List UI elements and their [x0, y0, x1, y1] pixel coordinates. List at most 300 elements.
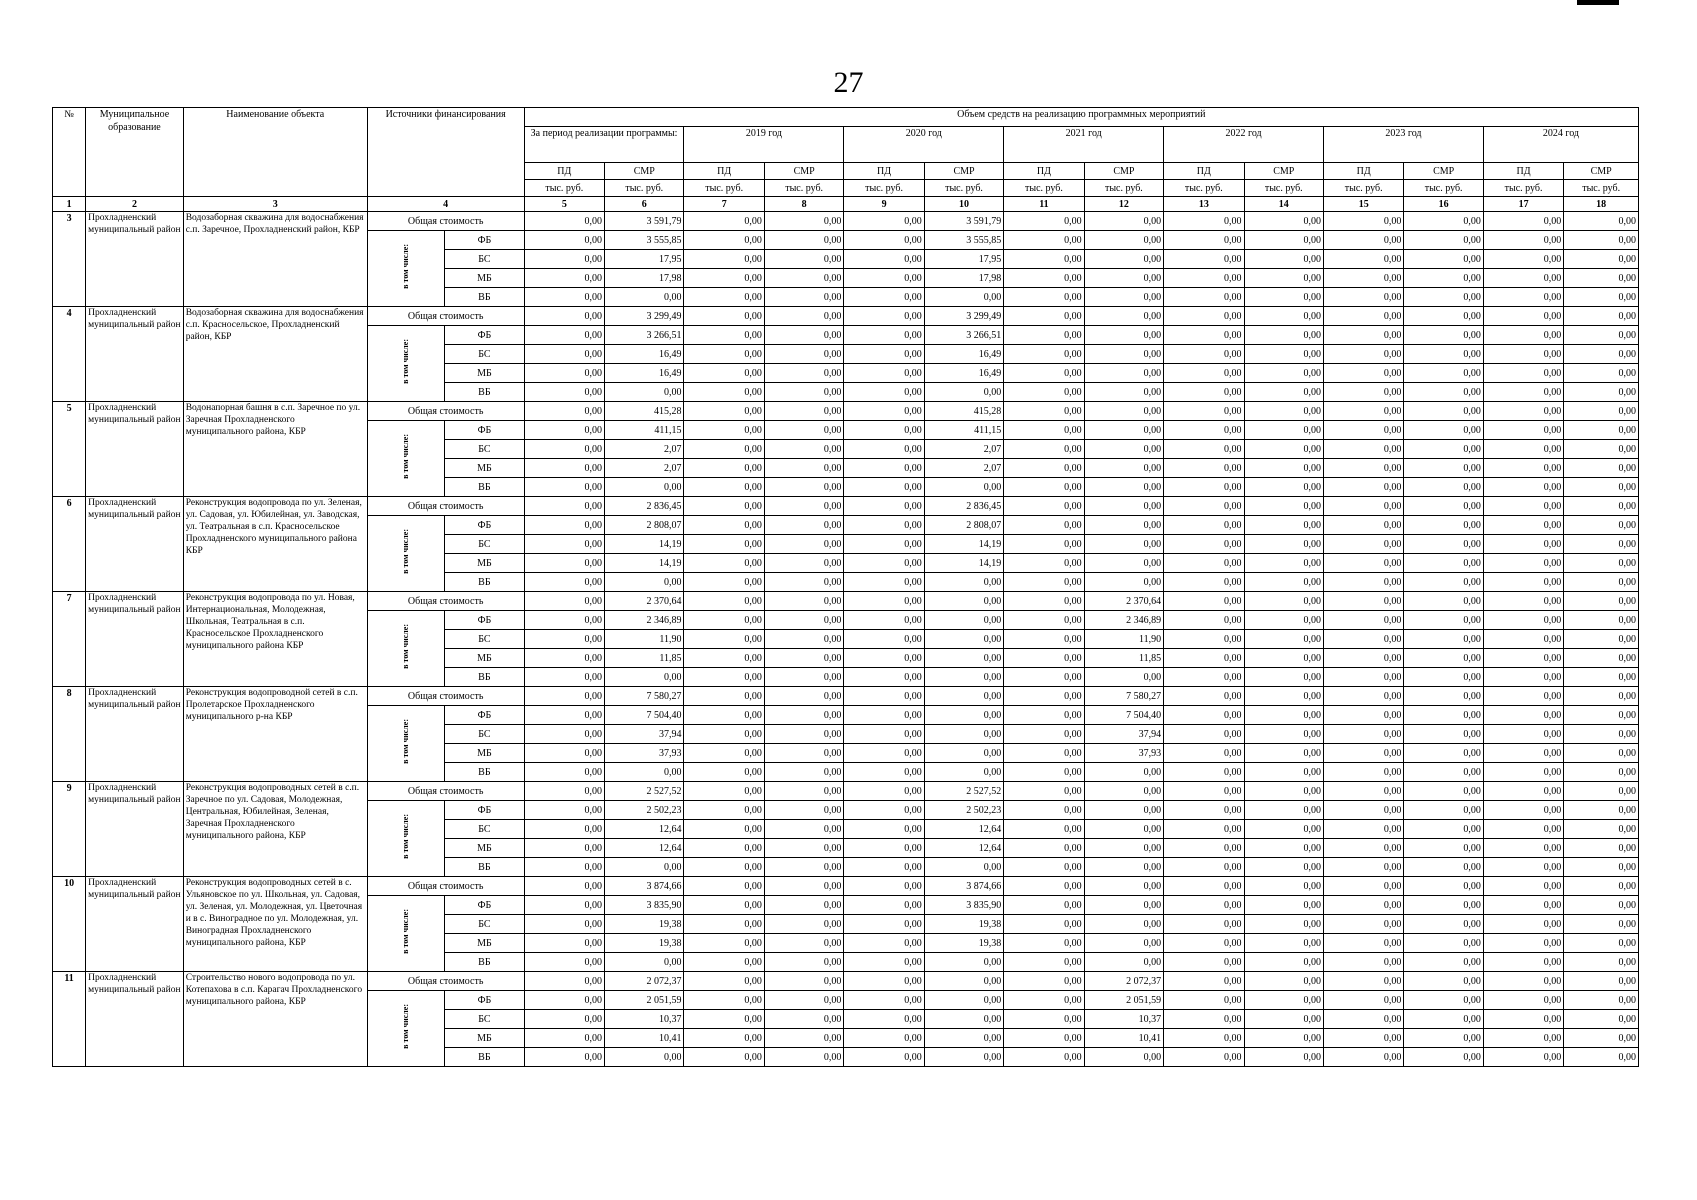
value-cell: 0,00: [1164, 725, 1244, 744]
value-cell: 0,00: [1404, 231, 1483, 250]
value-cell: 0,00: [1323, 288, 1403, 307]
value-cell: 0,00: [524, 649, 604, 668]
value-cell: 0,00: [1483, 497, 1563, 516]
value-cell: 0,00: [844, 972, 924, 991]
source-label: ФБ: [445, 801, 524, 820]
value-cell: 0,00: [684, 554, 764, 573]
value-cell: 0,00: [1004, 326, 1084, 345]
value-cell: 0,00: [684, 896, 764, 915]
value-cell: 0,00: [1004, 440, 1084, 459]
value-cell: 0,00: [1004, 535, 1084, 554]
value-cell: 0,00: [1483, 307, 1563, 326]
value-cell: 0,00: [1483, 991, 1563, 1010]
value-cell: 0,00: [684, 725, 764, 744]
value-cell: 0,00: [1164, 782, 1244, 801]
value-cell: 0,00: [924, 630, 1003, 649]
value-cell: 2,07: [605, 459, 684, 478]
value-cell: 0,00: [524, 934, 604, 953]
value-cell: 0,00: [1164, 801, 1244, 820]
value-cell: 14,19: [924, 535, 1003, 554]
header-pd: ПД: [1164, 163, 1244, 180]
value-cell: 0,00: [844, 801, 924, 820]
value-cell: 0,00: [764, 326, 843, 345]
value-cell: 0,00: [524, 345, 604, 364]
value-cell: 0,00: [924, 592, 1003, 611]
value-cell: 0,00: [1404, 383, 1483, 402]
value-cell: 0,00: [1164, 516, 1244, 535]
value-cell: 0,00: [605, 383, 684, 402]
value-cell: 0,00: [1164, 820, 1244, 839]
value-cell: 0,00: [684, 364, 764, 383]
value-cell: 0,00: [1164, 573, 1244, 592]
value-cell: 0,00: [1084, 535, 1163, 554]
value-cell: 0,00: [1483, 364, 1563, 383]
value-cell: 14,19: [605, 554, 684, 573]
value-cell: 0,00: [844, 953, 924, 972]
value-cell: 0,00: [684, 611, 764, 630]
value-cell: 0,00: [1164, 326, 1244, 345]
value-cell: 0,00: [1483, 687, 1563, 706]
header-unit: тыс. руб.: [1404, 180, 1483, 197]
value-cell: 0,00: [924, 725, 1003, 744]
value-cell: 0,00: [1084, 459, 1163, 478]
value-cell: 0,00: [1564, 687, 1639, 706]
value-cell: 0,00: [605, 953, 684, 972]
value-cell: 0,00: [684, 573, 764, 592]
value-cell: 0,00: [1004, 820, 1084, 839]
object-name-cell: Водонапорная башня в с.п. Заречное по ул. Заречная Прохладненского муниципального района, КБР: [183, 402, 367, 497]
value-cell: 0,00: [1084, 402, 1163, 421]
value-cell: 0,00: [764, 497, 843, 516]
value-cell: 0,00: [844, 326, 924, 345]
value-cell: 0,00: [1323, 250, 1403, 269]
value-cell: 0,00: [1004, 383, 1084, 402]
value-cell: 0,00: [1483, 1048, 1563, 1067]
value-cell: 0,00: [1164, 1010, 1244, 1029]
value-cell: 0,00: [524, 288, 604, 307]
value-cell: 0,00: [844, 725, 924, 744]
value-cell: 0,00: [1244, 535, 1323, 554]
header-period-4: 2022 год: [1164, 127, 1324, 163]
value-cell: 0,00: [1564, 535, 1639, 554]
value-cell: 3 299,49: [924, 307, 1003, 326]
municipality-cell: Прохладненский муниципальный район: [86, 402, 184, 497]
including-label: в том числе:: [401, 244, 411, 289]
value-cell: 0,00: [1004, 744, 1084, 763]
value-cell: 7 580,27: [1084, 687, 1163, 706]
value-cell: 0,00: [1404, 1048, 1483, 1067]
value-cell: 0,00: [524, 687, 604, 706]
header-unit: тыс. руб.: [1004, 180, 1084, 197]
value-cell: 0,00: [844, 402, 924, 421]
value-cell: 0,00: [844, 1010, 924, 1029]
value-cell: 0,00: [1164, 231, 1244, 250]
scan-mark: [1577, 0, 1619, 5]
value-cell: 0,00: [684, 782, 764, 801]
column-number: 12: [1084, 197, 1163, 212]
value-cell: 0,00: [1084, 896, 1163, 915]
value-cell: 0,00: [1323, 630, 1403, 649]
value-cell: 0,00: [1244, 934, 1323, 953]
value-cell: 0,00: [1084, 554, 1163, 573]
value-cell: 14,19: [924, 554, 1003, 573]
value-cell: 0,00: [1004, 725, 1084, 744]
value-cell: 0,00: [1244, 459, 1323, 478]
value-cell: 0,00: [1164, 1048, 1244, 1067]
value-cell: 0,00: [1244, 687, 1323, 706]
value-cell: 0,00: [1483, 934, 1563, 953]
value-cell: 0,00: [1323, 307, 1403, 326]
value-cell: 0,00: [844, 649, 924, 668]
value-cell: 0,00: [844, 668, 924, 687]
value-cell: 0,00: [684, 478, 764, 497]
source-label: ВБ: [445, 288, 524, 307]
value-cell: 3 266,51: [924, 326, 1003, 345]
value-cell: 0,00: [844, 383, 924, 402]
value-cell: 0,00: [1004, 421, 1084, 440]
value-cell: 0,00: [684, 326, 764, 345]
value-cell: 0,00: [1404, 307, 1483, 326]
value-cell: 0,00: [1483, 212, 1563, 231]
source-label: ВБ: [445, 763, 524, 782]
value-cell: 0,00: [524, 668, 604, 687]
value-cell: 12,64: [924, 820, 1003, 839]
value-cell: 0,00: [1564, 877, 1639, 896]
table-row: [53, 402, 1639, 421]
value-cell: 0,00: [1483, 573, 1563, 592]
value-cell: 0,00: [1084, 307, 1163, 326]
value-cell: 0,00: [684, 630, 764, 649]
object-name-cell: Реконструкция водопровода по ул. Зеленая, ул. Садовая, ул. Юбилейная, ул. Заводская, ул. Театральная в с.п. Красносельское Прохладненского муниципального района КБР: [183, 497, 367, 592]
value-cell: 0,00: [1244, 440, 1323, 459]
value-cell: 0,00: [524, 877, 604, 896]
value-cell: 0,00: [1323, 1048, 1403, 1067]
header-unit: тыс. руб.: [924, 180, 1003, 197]
value-cell: 0,00: [1084, 877, 1163, 896]
value-cell: 0,00: [764, 345, 843, 364]
value-cell: 0,00: [1483, 383, 1563, 402]
value-cell: 0,00: [684, 953, 764, 972]
value-cell: 415,28: [605, 402, 684, 421]
value-cell: 0,00: [1564, 345, 1639, 364]
header-volume: Объем средств на реализацию программных мероприятий: [524, 108, 1638, 127]
including-label-cell: [367, 231, 444, 307]
source-label: ФБ: [445, 326, 524, 345]
header-period-0: За период реализации программы:: [524, 127, 684, 163]
value-cell: 0,00: [524, 478, 604, 497]
total-cost-label: Общая стоимость: [367, 592, 524, 611]
value-cell: 0,00: [524, 573, 604, 592]
value-cell: 0,00: [1323, 782, 1403, 801]
value-cell: 0,00: [1404, 763, 1483, 782]
value-cell: 0,00: [524, 231, 604, 250]
source-label: БС: [445, 630, 524, 649]
value-cell: 0,00: [764, 1010, 843, 1029]
row-number: 8: [53, 687, 86, 782]
value-cell: 11,90: [1084, 630, 1163, 649]
municipality-cell: Прохладненский муниципальный район: [86, 307, 184, 402]
header-smr: СМР: [605, 163, 684, 180]
value-cell: 0,00: [1164, 345, 1244, 364]
value-cell: 415,28: [924, 402, 1003, 421]
value-cell: 0,00: [924, 668, 1003, 687]
source-label: МБ: [445, 934, 524, 953]
header-smr: СМР: [1564, 163, 1639, 180]
value-cell: 0,00: [1244, 383, 1323, 402]
value-cell: 0,00: [764, 934, 843, 953]
value-cell: 0,00: [524, 535, 604, 554]
value-cell: 0,00: [1084, 782, 1163, 801]
including-label: в том числе:: [401, 909, 411, 954]
value-cell: 0,00: [1404, 421, 1483, 440]
value-cell: 7 580,27: [605, 687, 684, 706]
value-cell: 0,00: [1323, 972, 1403, 991]
value-cell: 0,00: [1164, 364, 1244, 383]
value-cell: 0,00: [1004, 459, 1084, 478]
column-number: 4: [367, 197, 524, 212]
value-cell: 0,00: [1483, 402, 1563, 421]
header-no: №: [53, 108, 86, 197]
value-cell: 0,00: [1004, 877, 1084, 896]
value-cell: 0,00: [1404, 592, 1483, 611]
value-cell: 0,00: [1004, 858, 1084, 877]
value-cell: 0,00: [1323, 687, 1403, 706]
source-label: ФБ: [445, 231, 524, 250]
value-cell: 0,00: [605, 763, 684, 782]
value-cell: 0,00: [764, 668, 843, 687]
value-cell: 0,00: [1483, 478, 1563, 497]
value-cell: 0,00: [1483, 972, 1563, 991]
value-cell: 0,00: [1164, 554, 1244, 573]
value-cell: 0,00: [764, 554, 843, 573]
value-cell: 0,00: [1244, 212, 1323, 231]
table-row: [53, 592, 1639, 611]
value-cell: 0,00: [844, 858, 924, 877]
value-cell: 0,00: [764, 763, 843, 782]
value-cell: 0,00: [1404, 820, 1483, 839]
value-cell: 0,00: [1404, 725, 1483, 744]
value-cell: 0,00: [1164, 212, 1244, 231]
value-cell: 0,00: [1483, 858, 1563, 877]
value-cell: 0,00: [524, 326, 604, 345]
value-cell: 0,00: [684, 839, 764, 858]
value-cell: 0,00: [1084, 915, 1163, 934]
value-cell: 0,00: [924, 706, 1003, 725]
value-cell: 0,00: [1564, 630, 1639, 649]
value-cell: 0,00: [1164, 649, 1244, 668]
municipality-cell: Прохладненский муниципальный район: [86, 592, 184, 687]
value-cell: 0,00: [764, 858, 843, 877]
header-unit: тыс. руб.: [1164, 180, 1244, 197]
value-cell: 0,00: [1483, 706, 1563, 725]
header-smr: СМР: [1404, 163, 1483, 180]
value-cell: 0,00: [1323, 269, 1403, 288]
value-cell: 0,00: [844, 744, 924, 763]
value-cell: 0,00: [1404, 611, 1483, 630]
table-row: [53, 687, 1639, 706]
value-cell: 0,00: [1404, 345, 1483, 364]
value-cell: 0,00: [1004, 801, 1084, 820]
value-cell: 2 836,45: [605, 497, 684, 516]
value-cell: 2 836,45: [924, 497, 1003, 516]
value-cell: 0,00: [524, 592, 604, 611]
value-cell: 0,00: [605, 858, 684, 877]
total-cost-label: Общая стоимость: [367, 497, 524, 516]
value-cell: 0,00: [1323, 497, 1403, 516]
value-cell: 411,15: [605, 421, 684, 440]
value-cell: 0,00: [844, 934, 924, 953]
value-cell: 0,00: [1483, 288, 1563, 307]
header-smr: СМР: [1244, 163, 1323, 180]
value-cell: 0,00: [1244, 725, 1323, 744]
value-cell: 0,00: [684, 744, 764, 763]
value-cell: 0,00: [1084, 820, 1163, 839]
including-label-cell: [367, 421, 444, 497]
value-cell: 0,00: [684, 402, 764, 421]
source-label: ФБ: [445, 421, 524, 440]
value-cell: 0,00: [1084, 269, 1163, 288]
value-cell: 3 591,79: [924, 212, 1003, 231]
total-cost-label: Общая стоимость: [367, 782, 524, 801]
source-label: МБ: [445, 459, 524, 478]
value-cell: 0,00: [1084, 858, 1163, 877]
value-cell: 0,00: [1244, 801, 1323, 820]
value-cell: 0,00: [684, 497, 764, 516]
value-cell: 0,00: [764, 991, 843, 1010]
value-cell: 0,00: [844, 630, 924, 649]
value-cell: 0,00: [1244, 915, 1323, 934]
municipality-cell: Прохладненский муниципальный район: [86, 497, 184, 592]
value-cell: 0,00: [684, 231, 764, 250]
value-cell: 0,00: [684, 421, 764, 440]
value-cell: 0,00: [1564, 250, 1639, 269]
value-cell: 0,00: [1004, 212, 1084, 231]
value-cell: 0,00: [1564, 858, 1639, 877]
value-cell: 0,00: [1244, 402, 1323, 421]
value-cell: 0,00: [764, 383, 843, 402]
source-label: МБ: [445, 839, 524, 858]
value-cell: 0,00: [1004, 763, 1084, 782]
value-cell: 0,00: [1323, 725, 1403, 744]
including-label: в том числе:: [401, 529, 411, 574]
source-label: БС: [445, 535, 524, 554]
value-cell: 0,00: [764, 630, 843, 649]
source-label: ФБ: [445, 706, 524, 725]
value-cell: 0,00: [1164, 1029, 1244, 1048]
value-cell: 0,00: [844, 915, 924, 934]
value-cell: 16,49: [605, 345, 684, 364]
value-cell: 0,00: [1323, 877, 1403, 896]
value-cell: 0,00: [1404, 573, 1483, 592]
value-cell: 11,85: [605, 649, 684, 668]
value-cell: 0,00: [1404, 326, 1483, 345]
value-cell: 0,00: [1483, 915, 1563, 934]
column-number: 18: [1564, 197, 1639, 212]
value-cell: 0,00: [1084, 801, 1163, 820]
value-cell: 0,00: [1004, 972, 1084, 991]
value-cell: 0,00: [1004, 288, 1084, 307]
value-cell: 0,00: [764, 1048, 843, 1067]
value-cell: 0,00: [605, 1048, 684, 1067]
value-cell: 0,00: [684, 345, 764, 364]
value-cell: 0,00: [844, 592, 924, 611]
total-cost-label: Общая стоимость: [367, 212, 524, 231]
value-cell: 0,00: [1564, 440, 1639, 459]
value-cell: 17,95: [605, 250, 684, 269]
including-label: в том числе:: [401, 624, 411, 669]
value-cell: 0,00: [764, 535, 843, 554]
value-cell: 2 370,64: [1084, 592, 1163, 611]
value-cell: 0,00: [1164, 535, 1244, 554]
header-unit: тыс. руб.: [1084, 180, 1163, 197]
value-cell: 0,00: [1404, 478, 1483, 497]
value-cell: 0,00: [1164, 459, 1244, 478]
value-cell: 0,00: [1244, 611, 1323, 630]
value-cell: 0,00: [524, 839, 604, 858]
value-cell: 0,00: [1323, 801, 1403, 820]
value-cell: 0,00: [605, 668, 684, 687]
value-cell: 0,00: [1244, 1010, 1323, 1029]
value-cell: 0,00: [684, 820, 764, 839]
including-label-cell: [367, 896, 444, 972]
value-cell: 0,00: [1323, 478, 1403, 497]
value-cell: 0,00: [1564, 516, 1639, 535]
row-number: 5: [53, 402, 86, 497]
value-cell: 0,00: [1564, 649, 1639, 668]
value-cell: 0,00: [844, 307, 924, 326]
value-cell: 0,00: [1483, 668, 1563, 687]
value-cell: 3 591,79: [605, 212, 684, 231]
value-cell: 0,00: [844, 782, 924, 801]
total-cost-label: Общая стоимость: [367, 307, 524, 326]
header-unit: тыс. руб.: [1483, 180, 1563, 197]
including-label-cell: [367, 326, 444, 402]
value-cell: 0,00: [524, 307, 604, 326]
value-cell: 0,00: [844, 1029, 924, 1048]
value-cell: 0,00: [1404, 459, 1483, 478]
value-cell: 0,00: [524, 250, 604, 269]
value-cell: 0,00: [844, 839, 924, 858]
value-cell: 0,00: [524, 364, 604, 383]
row-number: 6: [53, 497, 86, 592]
table-row: [53, 877, 1639, 896]
table-row: [53, 782, 1639, 801]
value-cell: 0,00: [1084, 934, 1163, 953]
column-number: 3: [183, 197, 367, 212]
value-cell: 0,00: [524, 516, 604, 535]
value-cell: 0,00: [1244, 421, 1323, 440]
header-smr: СМР: [1084, 163, 1163, 180]
source-label: ВБ: [445, 383, 524, 402]
value-cell: 0,00: [764, 573, 843, 592]
value-cell: 0,00: [1244, 953, 1323, 972]
value-cell: 0,00: [1164, 896, 1244, 915]
header-object: Наименование объекта: [183, 108, 367, 197]
value-cell: 0,00: [1164, 706, 1244, 725]
total-cost-label: Общая стоимость: [367, 402, 524, 421]
value-cell: 0,00: [1323, 231, 1403, 250]
value-cell: 0,00: [764, 364, 843, 383]
value-cell: 0,00: [1244, 269, 1323, 288]
value-cell: 0,00: [1483, 459, 1563, 478]
value-cell: 0,00: [1483, 782, 1563, 801]
value-cell: 0,00: [764, 896, 843, 915]
header-period-5: 2023 год: [1323, 127, 1483, 163]
value-cell: 37,93: [605, 744, 684, 763]
value-cell: 0,00: [1483, 326, 1563, 345]
including-label-cell: [367, 991, 444, 1067]
value-cell: 2 527,52: [924, 782, 1003, 801]
